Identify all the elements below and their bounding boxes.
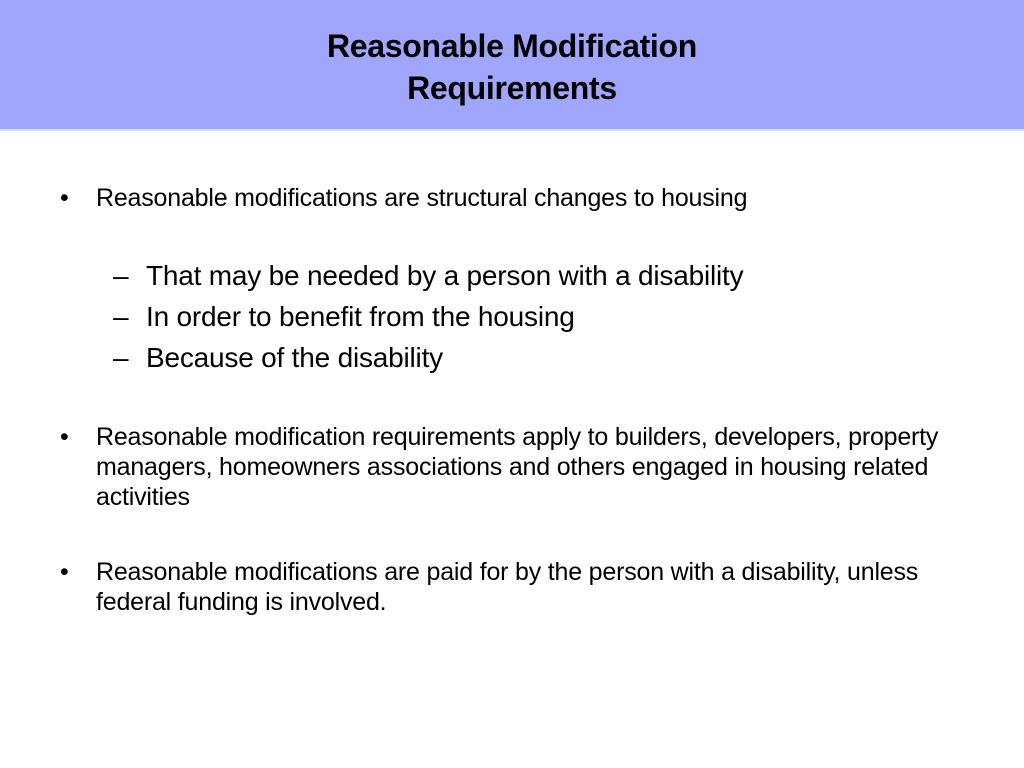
slide-title-line-2: Requirements: [407, 69, 617, 106]
sub-bullet-text: In order to benefit from the housing: [146, 301, 575, 332]
bullet-text: Reasonable modifications are paid for by the person with a disability, unless federal funding is involved.: [96, 558, 919, 616]
bullet-icon: •: [60, 423, 69, 451]
dash-icon: –: [113, 260, 129, 291]
bullet-icon: •: [60, 558, 69, 586]
bullet-text: Reasonable modification requirements apply to builders, developers, property managers, homeowners associations and others engaged in housing related activities: [96, 423, 939, 511]
bullet-icon: •: [60, 184, 69, 212]
sub-bullet-text: Because of the disability: [146, 342, 443, 373]
title-banner: [0, 0, 1024, 131]
sub-bullet-item: [113, 255, 953, 296]
bullet-item: [60, 183, 940, 213]
bullet-item: [60, 557, 940, 617]
sub-bullet-item: [113, 337, 953, 378]
slide-title: [327, 21, 697, 109]
sub-bullet-text: That may be needed by a person with a disability: [146, 260, 744, 291]
sub-bullet-item: [113, 296, 953, 337]
bullet-text: Reasonable modifications are structural changes to housing: [96, 184, 748, 212]
bullet-item: [60, 422, 940, 512]
dash-icon: –: [113, 301, 129, 332]
dash-icon: –: [113, 342, 129, 373]
slide-title-line-1: Reasonable Modification: [326, 27, 698, 64]
